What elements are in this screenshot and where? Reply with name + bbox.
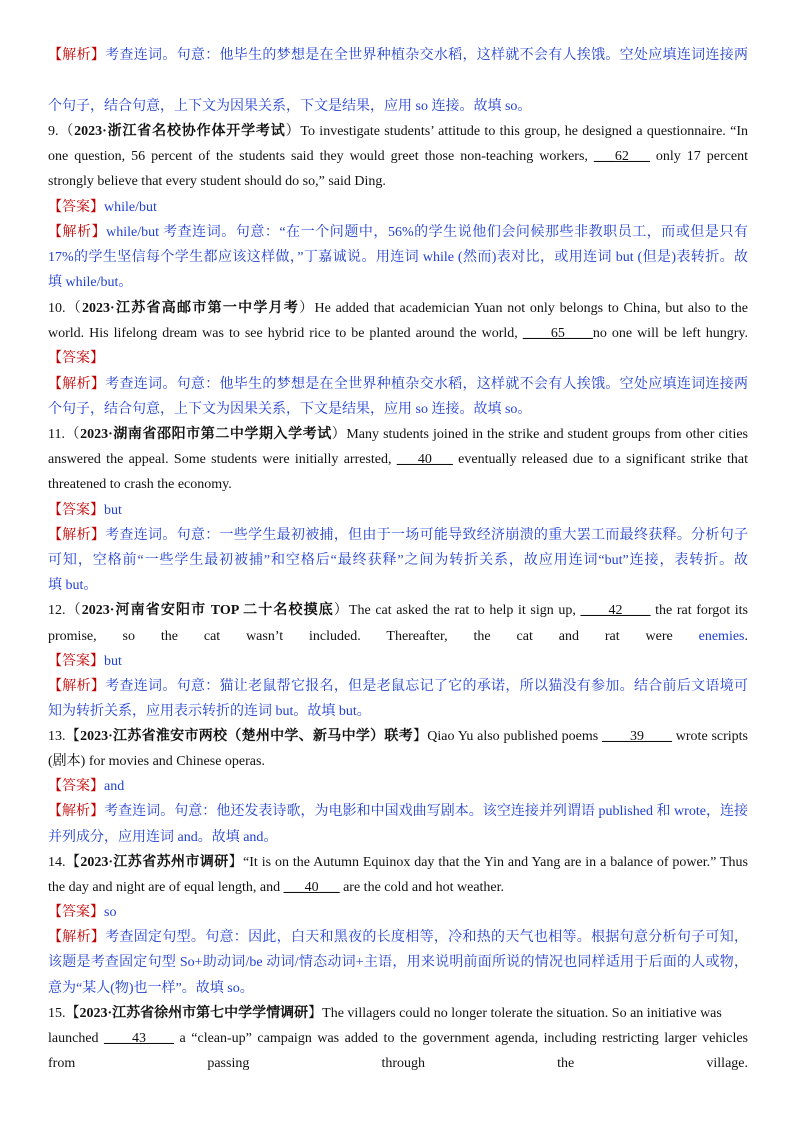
explanation-line [48, 270, 748, 295]
explanation-text: 知为转折关系，应用表示转折的连词 but。故填 but。 [48, 704, 371, 719]
question-number: 9.（ [48, 124, 75, 139]
question-text: a “clean-up” campaign was added to the government agenda, including restricting larger vehicles [174, 1031, 749, 1046]
explanation-line [48, 976, 748, 1001]
explanation-line [48, 674, 748, 699]
answer-line [48, 195, 748, 220]
question-line [48, 321, 748, 346]
answer-tag: 【答案】 [48, 503, 104, 518]
question-text: ）To investigate students’ attitude to this group, he designed a questionnaire. “In [285, 124, 748, 139]
explanation-text: 并列成分，应用连词 and。故填 and。 [48, 830, 278, 845]
question-text: wrote scripts [672, 729, 748, 744]
explanation-text: 填 while/but。 [48, 275, 133, 290]
question-line [48, 1051, 748, 1076]
explanation-line [48, 523, 748, 548]
question-source: 2023·江苏省淮安市两校（楚州中学、新马中学）联考 [80, 729, 413, 744]
question-source: 2023·江苏省徐州市第七中学学情调研 [79, 1006, 309, 1021]
question-text: are the cold and hot weather. [339, 880, 505, 895]
question-line [48, 1026, 748, 1051]
explanation-line [48, 397, 748, 422]
question-text: world. His lifelong dream was to see hybrid rice to be planted around the world, [48, 326, 523, 341]
explanation-text: 考查连词。句意：猫让老鼠帮它报名，但是老鼠忘记了它的承诺，所以猫没有参加。结合前后文语境可 [105, 679, 749, 694]
question-line [48, 624, 748, 649]
question-text: (剧本) for movies and Chinese operas. [48, 754, 265, 769]
explanation-text: 考查连词。句意：他毕生的梦想是在全世界种植杂交水稻，这样就不会有人挨饿。空处应填连词连接两 [105, 48, 749, 63]
answer-text: while/but [104, 200, 157, 215]
explanation-line [48, 245, 748, 270]
analysis-tag: 【解析】 [48, 48, 106, 63]
answer-blank: ____65____ [522, 326, 593, 341]
answer-line [48, 498, 748, 523]
highlight-word: enemies [698, 629, 745, 644]
question-text: answered the appeal. Some students were initially arrested, [48, 452, 397, 467]
question-text: promise, so the cat wasn’t included. Thereafter, the cat and rat were [48, 629, 699, 644]
answer-blank: ___40___ [396, 452, 453, 467]
explanation-text: 个句子，结合句意，上下文为因果关系，下文是结果，应用 so 连接。故填 so。 [48, 99, 532, 114]
analysis-tag: 【解析】 [48, 528, 106, 543]
answer-blank: ____42____ [580, 603, 651, 618]
question-number: 15.【 [48, 1006, 80, 1021]
question-source: 2023·江苏省高邮市第一中学月考 [82, 301, 300, 316]
explanation-text: 意为“某人(物)也一样”。故填 so。 [48, 981, 254, 996]
explanation-line [48, 573, 748, 598]
answer-tag: 【答案】 [48, 351, 104, 366]
question-line [48, 447, 748, 472]
analysis-tag: 【解析】 [48, 930, 106, 945]
question-line [48, 850, 748, 875]
question-text: one question, 56 percent of the students said they would greet those non-teaching workers, [48, 149, 594, 164]
question-text: 】The villagers could no longer tolerate the situation. So an initiative was [308, 1006, 722, 1021]
question-source: 2023·河南省安阳市 TOP 二十名校摸底 [81, 603, 334, 618]
question-source: 2023·江苏省苏州市调研 [80, 855, 229, 870]
answer-tag: 【答案】 [48, 905, 104, 920]
answer-tag: 【答案】 [48, 654, 104, 669]
answer-line [48, 774, 748, 799]
question-text: the day and night are of equal length, and [48, 880, 284, 895]
explanation-text: while/but 考查连词。句意：“在一个问题中，56%的学生说他们会问候那些非教职员工，而或但是只有 [106, 225, 749, 240]
explanation-line [48, 799, 748, 824]
explanation-line [48, 950, 748, 975]
question-text: eventually released due to a significant strike that [452, 452, 748, 467]
question-line [48, 598, 748, 623]
answer-tag: 【答案】 [48, 779, 104, 794]
answer-text: but [104, 654, 122, 669]
analysis-tag: 【解析】 [48, 225, 107, 240]
explanation-line [48, 548, 748, 573]
question-line [48, 472, 748, 497]
question-number: 12.（ [48, 603, 82, 618]
explanation-line [48, 699, 748, 724]
answer-blank: ___62___ [593, 149, 650, 164]
question-line [48, 749, 748, 774]
explanation-text: 个句子，结合句意，上下文为因果关系，下文是结果，应用 so 连接。故填 so。 [48, 402, 532, 417]
answer-line [48, 346, 748, 371]
question-text: strongly believe that every student should do so,” said Ding. [48, 174, 386, 189]
answer-text: but [104, 503, 122, 518]
explanation-text: 考查固定句型。句意：因此，白天和黑夜的长度相等，冷和热的天气也相等。根据句意分析句子可知， [105, 930, 749, 945]
answer-blank: ____39____ [602, 729, 672, 744]
explanation-text: 考查连词。句意：他毕生的梦想是在全世界种植杂交水稻，这样就不会有人挨饿。空处应填连词连接两 [105, 377, 749, 392]
explanation-text: 17%的学生坚信每个学生都应该这样做，”丁嘉诚说。用连词 while (然而)表对比，或用连词 but (但是)表转折。故 [48, 250, 748, 265]
explanation-text: 考查连词。句意：一些学生最初被捕，但由于一场可能导致经济崩溃的重大罢工而最终获释。分析句子 [105, 528, 749, 543]
question-number: 10.（ [48, 301, 83, 316]
explanation-line [48, 925, 748, 950]
question-number: 13.【 [48, 729, 81, 744]
explanation-text: 考查连词。句意：他还发表诗歌，为电影和中国戏曲写剧本。该空连接并列谓语 published 和 wrote，连接 [104, 804, 748, 819]
question-number: 14.【 [48, 855, 81, 870]
answer-tag: 【答案】 [48, 200, 104, 215]
question-line [48, 724, 748, 749]
question-line [48, 119, 748, 144]
analysis-tag: 【解析】 [48, 804, 105, 819]
explanation-line [48, 220, 748, 245]
question-text: 】“It is on the Autumn Equinox day that the Yin and Yang are in a balance of power.” Thus [228, 855, 748, 870]
question-line [48, 875, 748, 900]
analysis-tag: 【解析】 [48, 377, 106, 392]
question-text: threatened to crash the economy. [48, 477, 232, 492]
question-text: ）Many students joined in the strike and student groups from other cities [331, 427, 748, 442]
question-line [48, 422, 748, 447]
explanation-line [48, 94, 748, 119]
question-text: ）The cat asked the rat to help it sign up, [333, 603, 581, 618]
question-text: 】Qiao Yu also published poems [413, 729, 602, 744]
question-number: 11.（ [48, 427, 81, 442]
question-source: 2023·湖南省邵阳市第二中学期入学考试 [80, 427, 332, 442]
answer-text: and [104, 779, 125, 794]
answer-blank: ____43____ [104, 1031, 175, 1046]
answer-blank: ___40___ [283, 880, 340, 895]
analysis-tag: 【解析】 [48, 679, 106, 694]
question-text: from passing through the village. [48, 1056, 748, 1071]
question-text: no one will be left hungry. [592, 326, 748, 341]
answer-text: so [104, 905, 117, 920]
question-line [48, 169, 748, 194]
question-source: 2023·浙江省名校协作体开学考试 [74, 124, 286, 139]
question-line [48, 296, 748, 321]
question-text: ）He added that academician Yuan not only belongs to China, but also to the [299, 301, 749, 316]
explanation-line [48, 43, 748, 68]
question-text: the rat forgot its [650, 603, 749, 618]
explanation-line [48, 372, 748, 397]
answer-line [48, 900, 748, 925]
question-text: . [744, 629, 748, 644]
explanation-text: 该题是考查固定句型 So+助动词/be 动词/情态动词+主语，用来说明前面所说的情况也同样适用于后面的人或物， [48, 955, 748, 970]
question-text: only 17 percent [649, 149, 748, 164]
explanation-text: 可知，空格前“一些学生最初被捕”和空格后“最终获释”之间为转折关系，故应用连词“but”连接，表转折。故 [48, 553, 748, 568]
explanation-line [48, 825, 748, 850]
question-text: launched [48, 1031, 105, 1046]
question-line [48, 144, 748, 169]
answer-line [48, 649, 748, 674]
explanation-text: 填 but。 [48, 578, 98, 593]
question-line [48, 1001, 748, 1026]
